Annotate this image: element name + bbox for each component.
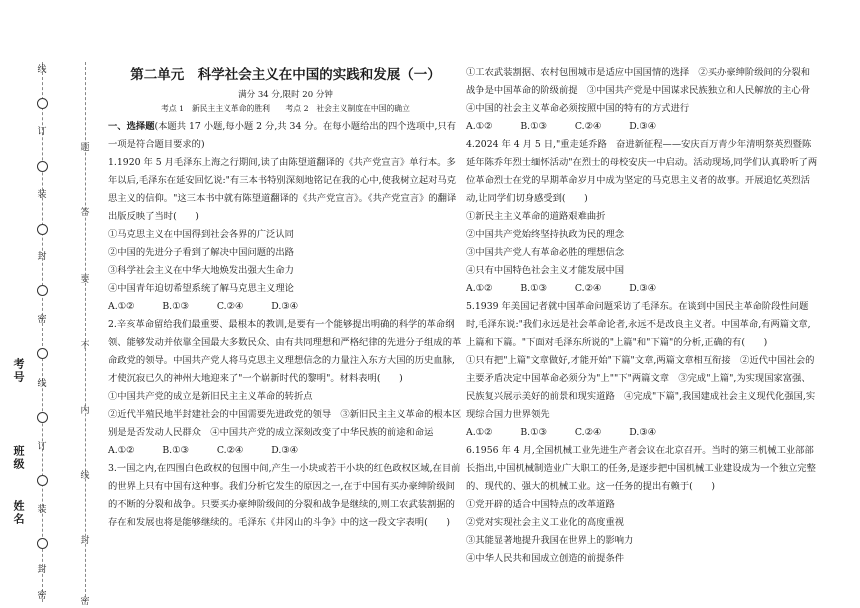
punch-hole-circle [37,161,48,172]
warning-char: 内 [80,406,90,416]
seal-char: 订 [37,442,47,452]
question-6-item: ④中华人民共和国成立创造的前提条件 [466,553,625,564]
question-1-item: ②中国的先进分子看到了解决中国问题的出路 [108,247,294,258]
question-2-item: ①中国共产党的成立是新旧民主主义革命的转折点 [108,391,313,402]
warning-char: 封 [80,536,90,546]
section-label: 一、选择题 [108,121,155,132]
question-5-stem: 5.1939 年美国记者就中国革命问题采访了毛泽东。在谈到中国民主革命阶段性问题时,毛泽东说:"我们永远是社会革命论者,永远不是改良主义者。中国革命,有两篇文章,上篇和下篇。"下面对毛泽东所说的"上篇"和"下篇"的分析,正确的有( ) [466,301,811,348]
question-4-stem: 4.2024 年 4 月 5 日,"重走延乔路 奋进新征程——安庆百万青少年清明祭英烈暨陈延年陈乔年烈士缅怀活动"在烈士的母校安庆一中启动。活动现场,同学们认真聆听了两位革命烈士在党的早期革命岁月中成为坚定的马克思主义者的故事。开展追忆英烈活动,让同学们切身感受到( ) [466,139,818,204]
option-c: C.②④ [574,427,602,438]
question-5-options [466,424,656,442]
punch-hole-circle [37,412,48,423]
option-b: B.①③ [162,445,189,456]
question-6-stem: 6.1956 年 4 月,全国机械工业先进生产者会议在北京召开。当时的第三机械工业部部长指出,中国机械制造业广大职工的任务,是逐步把中国机械工业建设成为一个独立完整的、现代的、强大的机械工业。这一任务的提出有赖于( ) [466,445,816,492]
seal-char: 封 [37,565,47,575]
seal-char: 封 [37,252,47,262]
question-1-options [108,298,298,316]
seal-char: 密 [37,315,47,325]
option-d: D.③④ [271,445,298,456]
punch-hole-circle [37,285,48,296]
option-a: A.①② [466,121,493,132]
warning-char: 要 [80,275,90,285]
punch-hole-circle [37,224,48,235]
section-instruction: (本题共 17 小题,每小题 2 分,共 34 分。在每小题给出的四个选项中,只有一项是符合题目要求的) [108,121,457,150]
option-c: C.②④ [216,301,244,312]
option-b: B.①③ [520,121,547,132]
warning-char: 题 [80,143,90,153]
question-2-options [108,442,298,460]
option-d: D.③④ [271,301,298,312]
option-c: C.②④ [574,121,602,132]
score-info: 满分 34 分,限时 20 分钟 [238,90,333,100]
question-4-item: ②中国共产党始终坚持执政为民的理念 [466,229,625,240]
left-column [108,64,463,532]
option-c: C.②④ [216,445,244,456]
option-a: A.①② [108,301,135,312]
seal-char: 线 [37,65,47,75]
option-a: A.①② [108,445,135,456]
binding-margin [0,0,90,608]
seal-char: 装 [37,190,47,200]
name-field-label: 姓名 [12,500,25,526]
question-4-item: ①新民主主义革命的道路艰难曲折 [466,211,606,222]
warning-char: 线 [80,471,90,481]
right-column [466,64,818,568]
question-3-items: ①工农武装割据、农村包围城市是适应中国国情的选择 ②买办豪绅阶级间的分裂和战争是中国革命的阶级前提 ③中国共产党是中国谋求民族独立和人民解放的主心骨 ④中国的社会主义革命必须按照中国的特有的方式进行 [466,67,820,114]
question-3-options [466,118,656,136]
cut-line-outer [42,62,43,602]
punch-hole-circle [37,475,48,486]
question-1-item: ③科学社会主义在中华大地焕发出强大生命力 [108,265,294,276]
question-4-item: ③中国共产党人有革命必胜的理想信念 [466,247,625,258]
question-6-item: ②党对实现社会主义工业化的高度重视 [466,517,625,528]
question-6-item: ③其能显著地提升我国在世界上的影响力 [466,535,634,546]
question-1-stem: 1.1920 年 5 月毛泽东上海之行期间,读了由陈望道翻译的《共产党宣言》单行本。多年以后,毛泽东在延安回忆说:"有三本书特别深刻地铭记在我的心中,使我树立起对马克思主义的信仰。"这三本书中就有陈望道翻译的《共产党宣言》。《共产党宣言》的翻译出版反映了当时( ) [108,157,457,222]
option-d: D.③④ [629,283,656,294]
option-d: D.③④ [629,427,656,438]
option-a: A.①② [466,283,493,294]
option-c: C.②④ [574,283,602,294]
warning-char: 密 [80,597,90,607]
question-2-stem: 2.辛亥革命留给我们最重要、最根本的教训,是要有一个能够提出明确的科学的革命纲领、能够发动并依靠全国最大多数民众、由有共同理想和严格纪律的先进分子组成的革命政党的领导。中国共产党人将马克思主义理想信念的力量注入东方大国的历史血脉,才使沉寂已久的神州大地迎来了"一个崭新时代的黎明"。材料表明( ) [108,319,462,384]
punch-hole-circle [37,538,48,549]
option-b: B.①③ [520,427,547,438]
question-6-item: ①党开辟的适合中国特点的改革道路 [466,499,615,510]
question-4-options [466,280,656,298]
question-1-item: ④中国青年迫切希望系统了解马克思主义理论 [108,283,294,294]
question-1-item: ①马克思主义在中国得到社会各界的广泛认同 [108,229,294,240]
punch-hole-circle [37,348,48,359]
seal-char: 密 [37,591,47,601]
question-5-items: ①只有把"上篇"文章做好,才能开始"下篇"文章,两篇文章相互衔接 ②近代中国社会的主要矛盾决定中国革命必须分为"上""下"两篇文章 ③完成"上篇",为实现国家富强、民族复兴展示美好的前景和现实道路 ④完成"下篇",我国建成社会主义现代化强国,实现综合国力世界领先 [466,355,816,420]
warning-char: 答 [80,208,90,218]
exam-points: 考点 1 新民主主义革命的胜利 考点 2 社会主义制度在中国的确立 [161,104,410,113]
exam-number-field-label: 考号 [12,358,25,384]
section-heading [108,118,463,154]
question-4-item: ④只有中国特色社会主义才能发展中国 [466,265,625,276]
option-a: A.①② [466,427,493,438]
option-b: B.①③ [520,283,547,294]
seal-char: 线 [37,379,47,389]
warning-char: 不 [80,341,90,351]
seal-char: 装 [37,505,47,515]
seal-char: 订 [37,127,47,137]
question-3-stem: 3.一国之内,在四围白色政权的包围中间,产生一小块或若干小块的红色政权区域,在目前的世界上只有中国有这种事。我们分析它发生的原因之一,在于中国有买办豪绅阶级间的不断的分裂和战争。只要买办豪绅阶级间的分裂和战争是继续的,则工农武装割据的存在和发展也将是能够继续的。毛泽东《井冈山的斗争》中的这一段文字表明( ) [108,463,461,528]
punch-hole-circle [37,98,48,109]
option-b: B.①③ [162,301,189,312]
question-2-item: ②近代半殖民地半封建社会的中国需要先进政党的领导 ③新旧民主主义革命的根本区别是是否发动人民群众 ④中国共产党的成立深刻改变了中华民族的前途和命运 [108,409,462,438]
unit-title: 第二单元 科学社会主义在中国的实践和发展（一） [130,67,441,83]
class-field-label: 班级 [12,445,25,471]
option-d: D.③④ [629,121,656,132]
